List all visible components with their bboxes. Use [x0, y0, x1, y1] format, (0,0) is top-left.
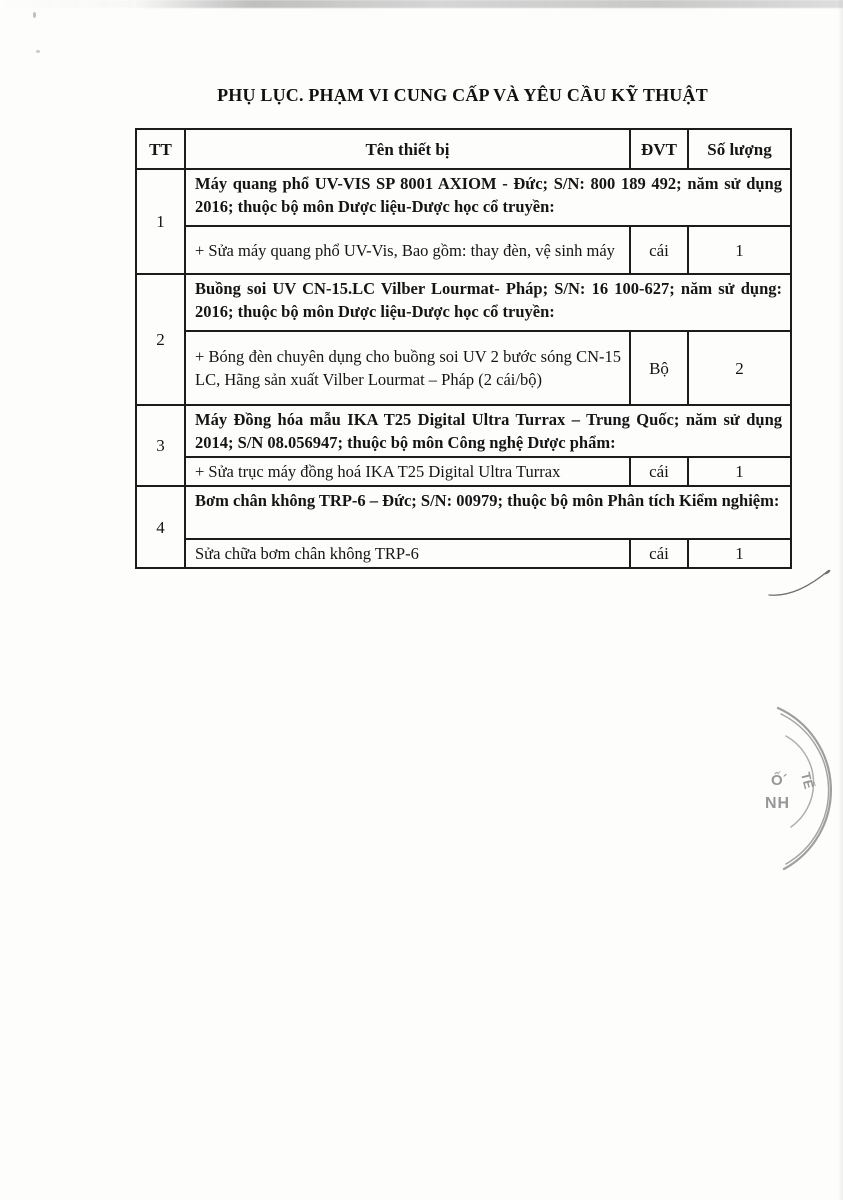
unit-cell: cái — [630, 457, 688, 486]
quantity-cell: 1 — [688, 457, 791, 486]
col-header-quantity: Số lượng — [688, 129, 791, 169]
service-desc-cell: + Sửa máy quang phổ UV-Vis, Bao gồm: thay đèn, vệ sinh máy — [185, 226, 630, 274]
equipment-table — [135, 128, 792, 569]
unit-cell: Bộ — [630, 331, 688, 405]
device-title-cell: Buồng soi UV CN-15.LC Vilber Lourmat- Pháp; S/N: 16 100-627; năm sử dụng: 2016; thuộc bộ môn Dược liệu-Dược học cổ truyền: — [185, 274, 791, 331]
table-row — [136, 226, 791, 274]
row-number-cell: 1 — [136, 169, 185, 274]
pen-stroke-mark — [758, 558, 840, 604]
scan-speck — [36, 50, 40, 53]
row-number-cell: 4 — [136, 486, 185, 568]
scan-edge-artifact-top — [0, 0, 843, 8]
table-row — [136, 539, 791, 568]
table-row — [136, 274, 791, 331]
col-header-unit: ĐVT — [630, 129, 688, 169]
col-header-tt: TT — [136, 129, 185, 169]
quantity-cell: 2 — [688, 331, 791, 405]
table-row — [136, 486, 791, 539]
table-header-row — [136, 129, 791, 169]
service-desc-cell: + Sửa trục máy đồng hoá IKA T25 Digital Ultra Turrax — [185, 457, 630, 486]
device-title-cell: Máy quang phổ UV-VIS SP 8001 AXIOM - Đức; S/N: 800 189 492; năm sử dụng 2016; thuộc bộ môn Dược liệu-Dược học cổ truyền: — [185, 169, 791, 226]
unit-cell: cái — [630, 539, 688, 568]
stamp-arcs-icon — [735, 670, 843, 885]
stamp-text-fragment: NH — [765, 795, 791, 812]
device-title-cell: Máy Đồng hóa mẫu IKA T25 Digital Ultra Turrax – Trung Quốc; năm sử dụng 2014; S/N 08.056947; thuộc bộ môn Công nghệ Dược phẩm: — [185, 405, 791, 457]
table-row — [136, 169, 791, 226]
row-number-cell: 2 — [136, 274, 185, 405]
table-row — [136, 405, 791, 457]
col-header-device-name: Tên thiết bị — [185, 129, 630, 169]
quantity-cell: 1 — [688, 226, 791, 274]
device-title-cell: Bơm chân không TRP-6 – Đức; S/N: 00979; thuộc bộ môn Phân tích Kiểm nghiệm: — [185, 486, 791, 539]
stamp-fragment — [735, 670, 843, 885]
row-number-cell: 3 — [136, 405, 185, 486]
scan-speck — [33, 12, 36, 18]
table-row — [136, 457, 791, 486]
page-title: PHỤ LỤC. PHẠM VI CUNG CẤP VÀ YÊU CẦU KỸ THUẬT — [217, 85, 708, 105]
service-desc-cell: Sửa chữa bơm chân không TRP-6 — [185, 539, 630, 568]
quantity-cell: 1 — [688, 539, 791, 568]
stamp-arc-text-fragment: TẾ — [798, 770, 817, 791]
table-row — [136, 331, 791, 405]
unit-cell: cái — [630, 226, 688, 274]
stamp-text-fragment: Ố´ — [771, 772, 788, 789]
service-desc-cell: + Bóng đèn chuyên dụng cho buồng soi UV 2 bước sóng CN-15 LC, Hãng sản xuất Vilber Lourmat – Pháp (2 cái/bộ) — [185, 331, 630, 405]
